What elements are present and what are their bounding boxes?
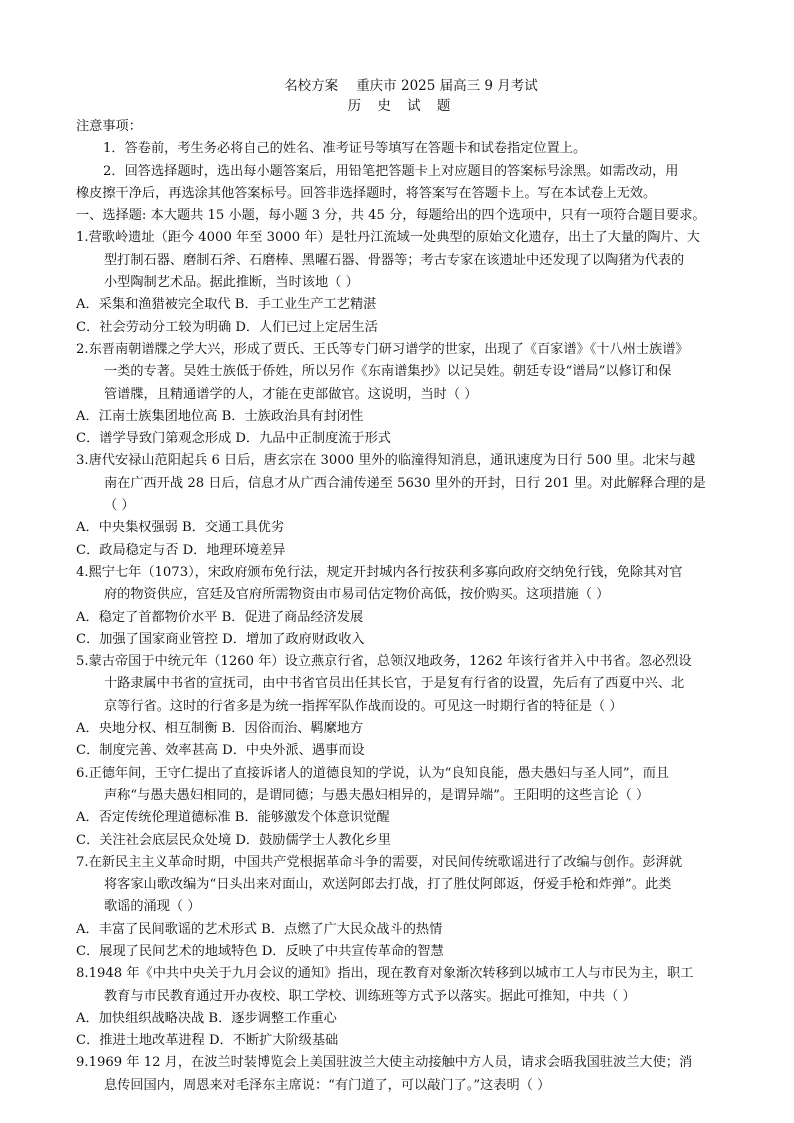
question-text: 4.熙宁七年（1073），宋政府颁布免行法，规定开封城内各行按获利多寡向政府交纳免行钱，免除其对官 [76, 564, 683, 580]
question-7 [76, 852, 722, 963]
question-text: 南在广西开战 28 日后，信息才从广西合浦传递至 5630 里外的开封，日行 201 里。对此解释合理的是 [104, 475, 706, 491]
question-text: 管谱牒，且精通谱学的人，才能在吏部做官。这说明，当时（ ） [104, 386, 478, 402]
options-cd: C．加强了国家商业管控 D．增加了政府财政收入 [76, 631, 365, 647]
options-cd: C．关注社会底层民众处境 D．鼓励儒学士人教化乡里 [76, 832, 391, 848]
question-text: 9.1969 年 12 月，在波兰时装博览会上美国驻波兰大使主动接触中方人员，请求会晤我国驻波兰大使；消 [76, 1055, 693, 1071]
options-cd: C．推进土地改革进程 D．不断扩大阶级基础 [76, 1033, 339, 1049]
question-3 [76, 450, 722, 561]
options-cd: C．展现了民间艺术的地域特色 D．反映了中共宣传革命的智慧 [76, 943, 444, 959]
options-cd: C．政局稳定与否 D．地理环境差异 [76, 542, 286, 558]
question-text: 十路隶属中书省的宣抚司，由中书省官员出任其长官，于是复有行省的设置，先后有了西夏中兴、北 [104, 676, 685, 692]
question-text: 7.在新民主主义革命时期，中国共产党根据革命斗争的需要，对民间传统歌谣进行了改编与创作。彭湃就 [76, 854, 683, 870]
options-cd: C．社会劳动分工较为明确 D．人们已过上定居生活 [76, 319, 378, 335]
options-ab: A．采集和渔猎被完全取代 B．手工业生产工艺精湛 [76, 297, 377, 313]
exam-title: 重庆市 2025 届高三 9 月考试 [356, 78, 538, 94]
brand-name: 名校方案 [284, 78, 339, 94]
exam-header [100, 76, 722, 96]
question-text: 2.东晋南朝谱牒之学大兴，形成了贾氏、王氏等专门研习谱学的世家，出现了《百家谱》《十八州士族谱》 [76, 341, 689, 357]
question-text: 歌谣的涌现（ ） [104, 899, 201, 915]
question-6 [76, 763, 722, 852]
notice-item-2-cont: 橡皮擦干净后，再选涂其他答案标号。回答非选择题时，将答案写在答题卡上。写在本试卷上无效。 [76, 185, 657, 201]
options-ab: A．否定传统伦理道德标准 B．能够激发个体意识觉醒 [76, 810, 390, 826]
options-cd: C．谱学导致门第观念形成 D．九品中正制度流于形式 [76, 431, 391, 447]
question-text: 教育与市民教育通过开办夜校、职工学校、训练班等方式予以落实。据此可推知，中共（ ） [104, 988, 636, 1004]
options-ab: A．央地分权、相互制衡 B．因俗而治、羁縻地方 [76, 721, 364, 737]
question-text: 小型陶制艺术品。据此推断，当时该地（ ） [104, 275, 359, 291]
options-ab: A．稳定了首都物价水平 B．促进了商品经济发展 [76, 609, 364, 625]
subject-title: 历 史 试 题 [347, 98, 457, 114]
question-9 [76, 1052, 722, 1097]
options-ab: A．加快组织战略决战 B．逐步调整工作重心 [76, 1010, 337, 1026]
question-8 [76, 963, 722, 1052]
question-text: 8.1948 年《中共中央关于九月会议的通知》指出，现在教育对象渐次转移到以城市工人与市民为主，职工 [76, 966, 694, 982]
question-text: 府的物资供应，宫廷及官府所需物资由市易司估定物价高低，按价购买。这项措施（ ） [104, 587, 610, 603]
section-heading: 一、选择题: 本大题共 15 小题，每小题 3 分，共 45 分，每题给出的四个选项中，只有一项符合题目要求。 [76, 208, 706, 224]
question-text: （ ） [104, 498, 135, 514]
notice-title: 注意事项： [76, 119, 142, 134]
notice-item-2: 2．回答选择题时，选出每小题答案后，用铅笔把答题卡上对应题目的答案标号涂黑。如需改动，用 [103, 163, 679, 179]
question-text: 6.正德年间，王守仁提出了直接诉诸人的道德良知的学说，认为“良知良能，愚夫愚妇与圣人同”，而且 [76, 765, 670, 781]
question-text: 3.唐代安禄山范阳起兵 6 日后，唐玄宗在 3000 里外的临潼得知消息，通讯速度为日行 500 里。北宋与越 [76, 453, 696, 469]
question-text: 5.蒙古帝国于中统元年（1260 年）设立燕京行省，总领汉地政务，1262 年该行省并入中书省。忽必烈设 [76, 654, 692, 670]
question-text: 京等行省。这时的行省多是为统一指挥军队作战而设的。可见这一时期行省的特征是（ ） [104, 698, 623, 714]
question-text: 一类的专著。吴姓士族低于侨姓，所以另作《东南谱集抄》以记吴姓。朝廷专设“谱局”以修订和保 [104, 364, 672, 380]
exam-page [76, 76, 722, 1097]
options-ab: A．江南士族集团地位高 B．士族政治具有封闭性 [76, 408, 364, 424]
options-ab: A．中央集权强弱 B．交通工具优劣 [76, 520, 285, 536]
options-ab: A．丰富了民间歌谣的艺术形式 B．点燃了广大民众战斗的热情 [76, 921, 443, 937]
question-text: 型打制石器、磨制石斧、石磨棒、黑曜石器、骨器等；考古专家在该遗址中还发现了以陶猪为代表的 [104, 252, 685, 268]
question-1 [76, 227, 722, 338]
question-2 [76, 339, 722, 450]
notice-item-1: 1．答卷前，考生务必将自己的姓名、准考证号等填写在答题卡和试卷指定位置上。 [103, 141, 587, 157]
question-text: 声称“与愚夫愚妇相同的，是谓同德；与愚夫愚妇相异的，是谓异端”。王阳明的这些言论（ ） [104, 787, 650, 803]
question-4 [76, 562, 722, 651]
question-5 [76, 651, 722, 762]
question-text: 将客家山歌改编为“日头出来对面山，欢送阿郎去打战，打了胜仗阿郎返，伢爱手枪和炸弹”。此类 [104, 877, 672, 893]
question-text: 息传回国内，周恩来对毛泽东主席说：“有门道了，可以敲门了。”这表明（ ） [104, 1077, 551, 1093]
question-text: 1.营歌岭遗址（距今 4000 年至 3000 年）是牡丹江流域一处典型的原始文化遗存，出土了大量的陶片、大 [76, 230, 700, 246]
options-cd: C．制度完善、效率甚高 D．中央外派、遇事而设 [76, 743, 365, 759]
